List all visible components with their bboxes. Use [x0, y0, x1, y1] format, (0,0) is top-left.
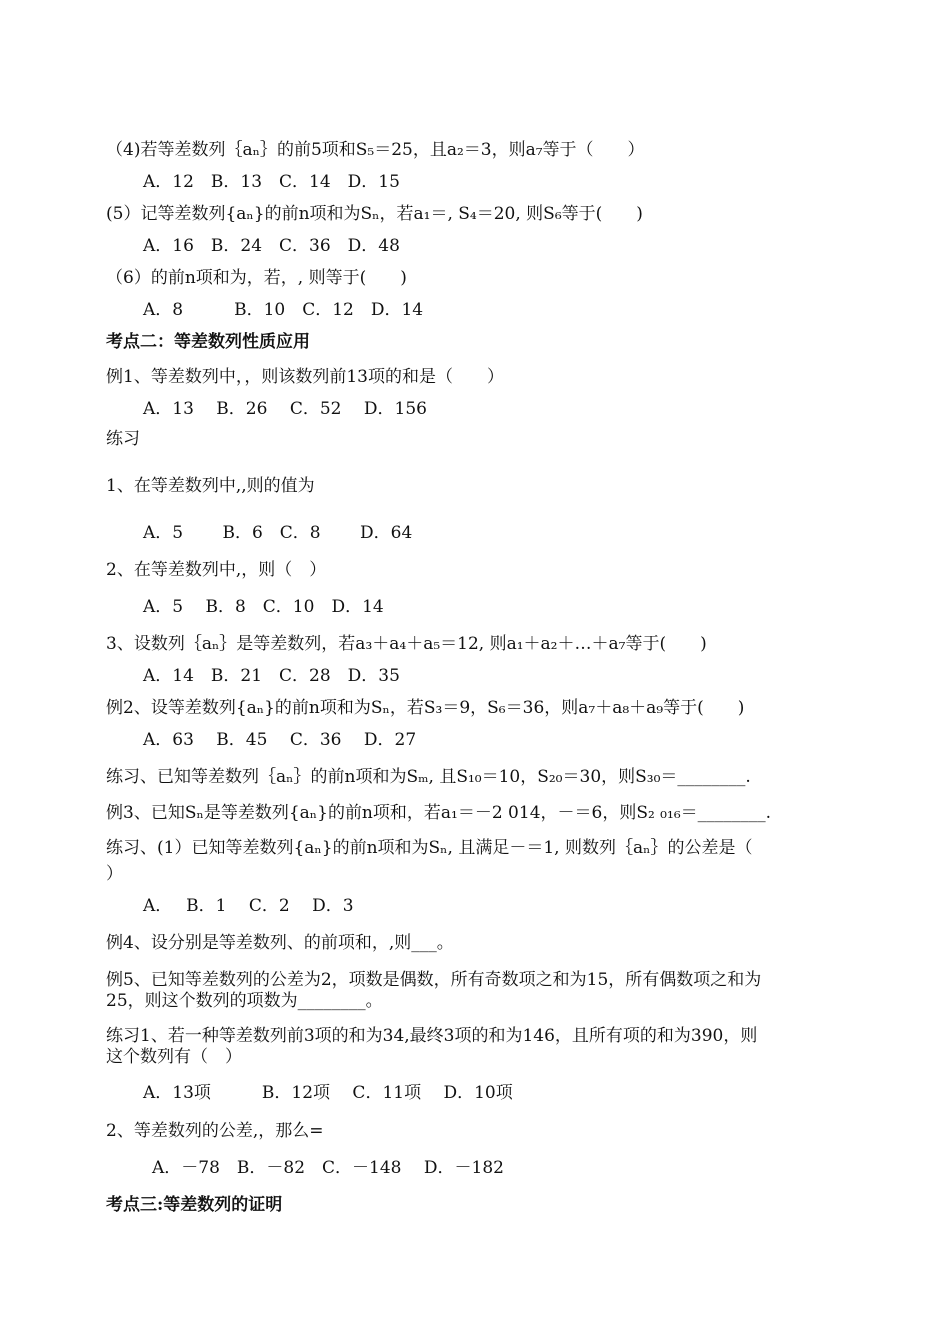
answer-options: A．14 B．21 C．28 D．35	[143, 666, 400, 686]
question-line: ）	[106, 864, 123, 884]
question-line: 3、设数列｛aₙ｝是等差数列，若a₃＋a₄＋a₅＝12, 则a₁＋a₂＋…＋a₇等于( )	[106, 634, 707, 654]
question-line: 2、在等差数列中,，则（ ）	[106, 560, 327, 580]
question-line: 练习、已知等差数列｛aₙ｝的前n项和为Sₘ, 且S₁₀＝10，S₂₀＝30，则S₃₀＝________.	[106, 767, 751, 787]
question-line: 练习1、若一种等差数列前3项的和为34,最终3项的和为146，且所有项的和为390，则	[106, 1026, 758, 1046]
question-line: 例3、已知Sₙ是等差数列{aₙ}的前n项和，若a₁＝－2 014，－＝6，则S₂ ₀₁₆＝________.	[106, 803, 772, 823]
answer-options: A．12 B．13 C．14 D．15	[143, 172, 400, 192]
question-line: 例1、等差数列中，，则该数列前13项的和是（ ）	[106, 367, 504, 387]
answer-options: A．5 B．6 C．8 D．64	[143, 523, 413, 543]
question-line: 例4、设分别是等差数列、的前项和，,则___。	[106, 933, 454, 953]
question-line: 练习	[106, 429, 140, 449]
question-line: （4)若等差数列｛aₙ｝的前5项和S₅＝25，且a₂＝3，则a₇等于（ ）	[106, 140, 645, 160]
question-line: 例5、已知等差数列的公差为2，项数是偶数，所有奇数项之和为15，所有偶数项之和为	[106, 970, 762, 990]
question-line: 这个数列有（ ）	[106, 1047, 242, 1067]
question-line: (5）记等差数列{aₙ}的前n项和为Sₙ，若a₁＝, S₄＝20, 则S₆等于( )	[106, 204, 643, 224]
answer-options: A．8 B．10 C．12 D．14	[143, 300, 424, 320]
section-heading: 考点三:等差数列的证明	[106, 1195, 283, 1215]
answer-options: A．13项 B．12项 C．11项 D．10项	[143, 1083, 513, 1103]
question-line: 例2、设等差数列{aₙ}的前n项和为Sₙ，若S₃＝9，S₆＝36，则a₇＋a₈＋a₉等于( )	[106, 698, 745, 718]
question-line: （6）的前n项和为，若，, 则等于( )	[106, 268, 407, 288]
answer-options: A． B．1 C．2 D．3	[143, 896, 354, 916]
answer-options: A．16 B．24 C．36 D．48	[143, 236, 400, 256]
answer-options: A．13 B．26 C．52 D．156	[143, 399, 427, 419]
question-line: 25，则这个数列的项数为________。	[106, 991, 383, 1011]
question-line: 1、在等差数列中,,则的值为	[106, 476, 315, 496]
answer-options: A．5 B．8 C．10 D．14	[143, 597, 384, 617]
section-heading: 考点二：等差数列性质应用	[106, 332, 310, 352]
question-line: 练习、(1）已知等差数列{aₙ}的前n项和为Sₙ, 且满足－＝1, 则数列｛aₙ｝的公差是（	[106, 838, 753, 858]
answer-options: A．－78 B．－82 C．－148 D．－182	[152, 1158, 504, 1178]
question-line: 2、等差数列的公差,，那么=	[106, 1121, 324, 1141]
answer-options: A．63 B．45 C．36 D．27	[143, 730, 417, 750]
